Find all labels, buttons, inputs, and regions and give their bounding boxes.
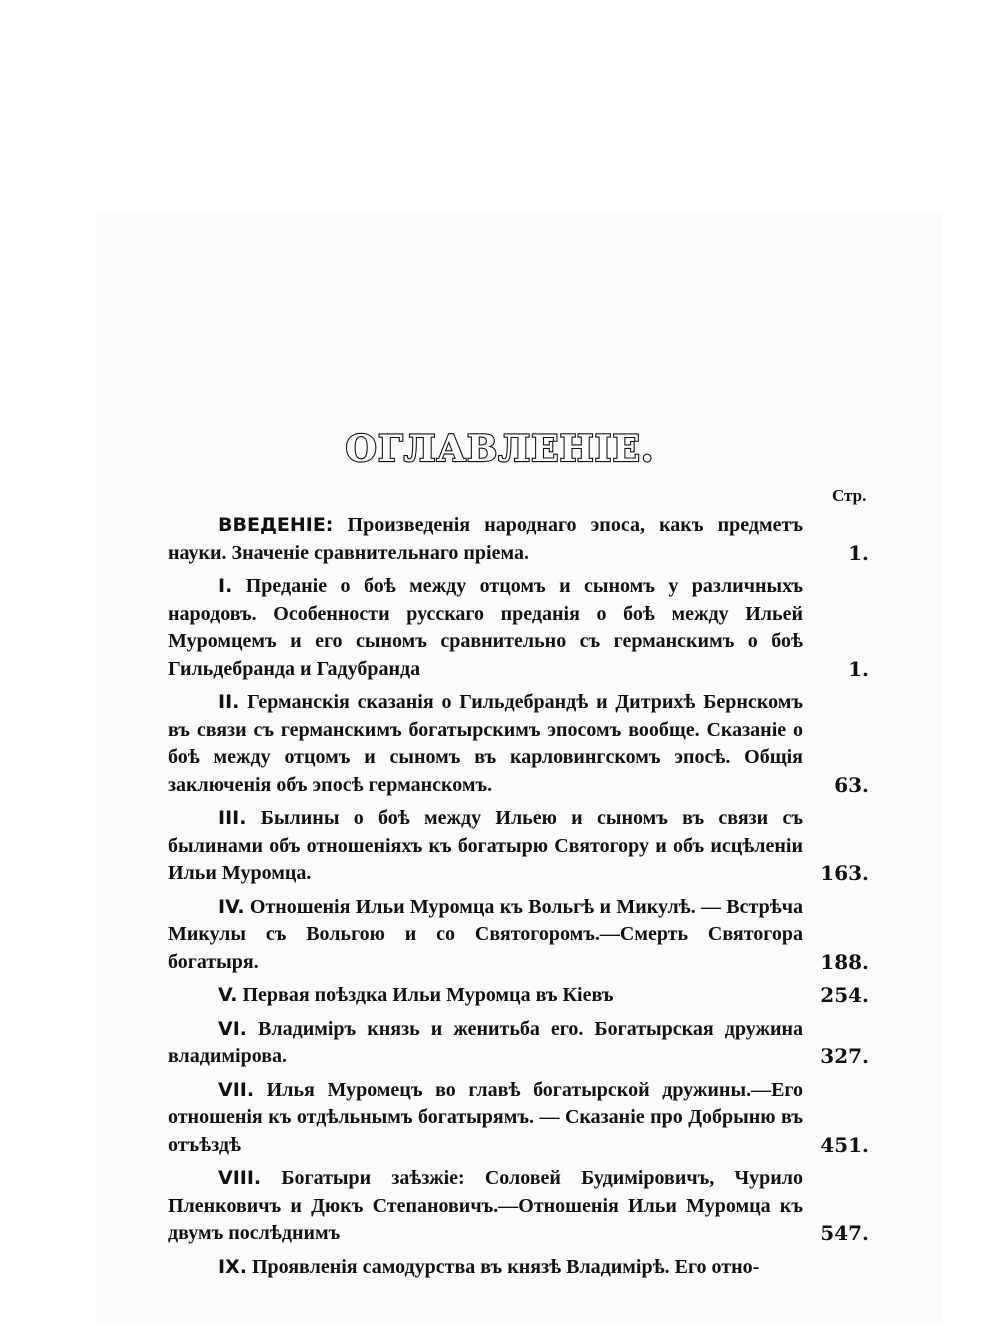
entry-text: Богатыри заѣзжіе: Соловей Будиміровичъ, Чурило Пленковичъ и Дюкъ Степановичъ.—Отношенія Ильи Муромца къ двумъ послѣднимъ: [168, 1167, 803, 1244]
table-of-contents: [168, 512, 873, 1287]
entry-number: VIII.: [218, 1167, 262, 1189]
entry-page: 547.: [820, 1221, 869, 1245]
entry-text: Произведенія народнаго эпоса, какъ предметъ науки. Значеніе сравнительнаго пріема.: [168, 514, 803, 564]
entry-number: V.: [218, 984, 238, 1006]
entry-number: IV.: [218, 895, 245, 918]
entry-text: Преданіе о боѣ между отцомъ и сыномъ у различныхъ народовъ. Особенности русскаго преданія о боѣ между Ильей Муромцемъ и его сыномъ сравнительно съ германскимъ о боѣ Гильдебранда и Гадубранда: [168, 575, 804, 680]
toc-entry-5: [168, 982, 873, 1010]
entry-number: I.: [218, 575, 233, 597]
entry-number: VI.: [218, 1017, 247, 1040]
toc-entry-8: [168, 1165, 873, 1248]
toc-entry-1: [168, 573, 873, 683]
page-title: ОГЛАВЛЕНІЕ.: [345, 428, 655, 470]
entry-page: 63.: [834, 772, 869, 797]
entry-text: Былины о боѣ между Ильею и сыномъ въ связи съ былинами объ отношеніяхъ къ богатырю Святогору и объ исцѣленіи Ильи Муромца.: [168, 807, 804, 884]
toc-entry-6: [168, 1016, 873, 1071]
entry-text: Первая поѣздка Ильи Муромца въ Кіевъ: [242, 984, 614, 1006]
entry-number: ВВЕДЕНІЕ:: [218, 514, 334, 536]
toc-entry-7: [168, 1077, 873, 1160]
entry-number: IX.: [218, 1255, 247, 1278]
entry-text: Проявленія самодурства въ князѣ Владимірѣ. Его отно-: [251, 1255, 760, 1278]
toc-entry-introduction: [168, 512, 873, 567]
entry-page: 1.: [848, 540, 869, 565]
entry-page: 163.: [820, 861, 869, 885]
page-column-header: Стр.: [832, 486, 867, 505]
entry-page: 327.: [820, 1044, 869, 1068]
entry-number: VII.: [218, 1078, 255, 1101]
entry-text: Владиміръ князь и женитьба его. Богатырская дружина владимірова.: [168, 1017, 803, 1067]
toc-entry-9: [168, 1254, 873, 1282]
toc-entry-3: [168, 805, 873, 888]
entry-number: III.: [218, 807, 247, 829]
entry-page: 254.: [820, 983, 869, 1007]
entry-page: 451.: [820, 1132, 869, 1157]
entry-text: Отношенія Ильи Муромца къ Вольгѣ и Микулѣ. — Встрѣча Микулы съ Вольгою и со Святогоромъ.—Смерть Святогора богатыря.: [168, 895, 803, 973]
entry-page: 188.: [820, 949, 869, 974]
toc-entry-4: [168, 894, 873, 977]
entry-text: Илья Муромецъ во главѣ богатырской дружины.—Его отношенія къ отдѣльнымъ богатырямъ. — Сказаніе про Добрыню въ отъѣздѣ: [168, 1078, 803, 1156]
entry-page: 1.: [848, 656, 869, 681]
toc-entry-2: [168, 689, 873, 799]
entry-text: Германскія сказанія о Гильдебрандѣ и Дитрихѣ Бернскомъ въ связи съ германскимъ богатырскимъ эпосомъ вообще. Сказаніе о боѣ между отцомъ и сыномъ въ карловингскомъ эпосѣ. Общія заключенія объ эпосѣ германскомъ.: [168, 691, 803, 796]
entry-number: II.: [218, 691, 240, 713]
